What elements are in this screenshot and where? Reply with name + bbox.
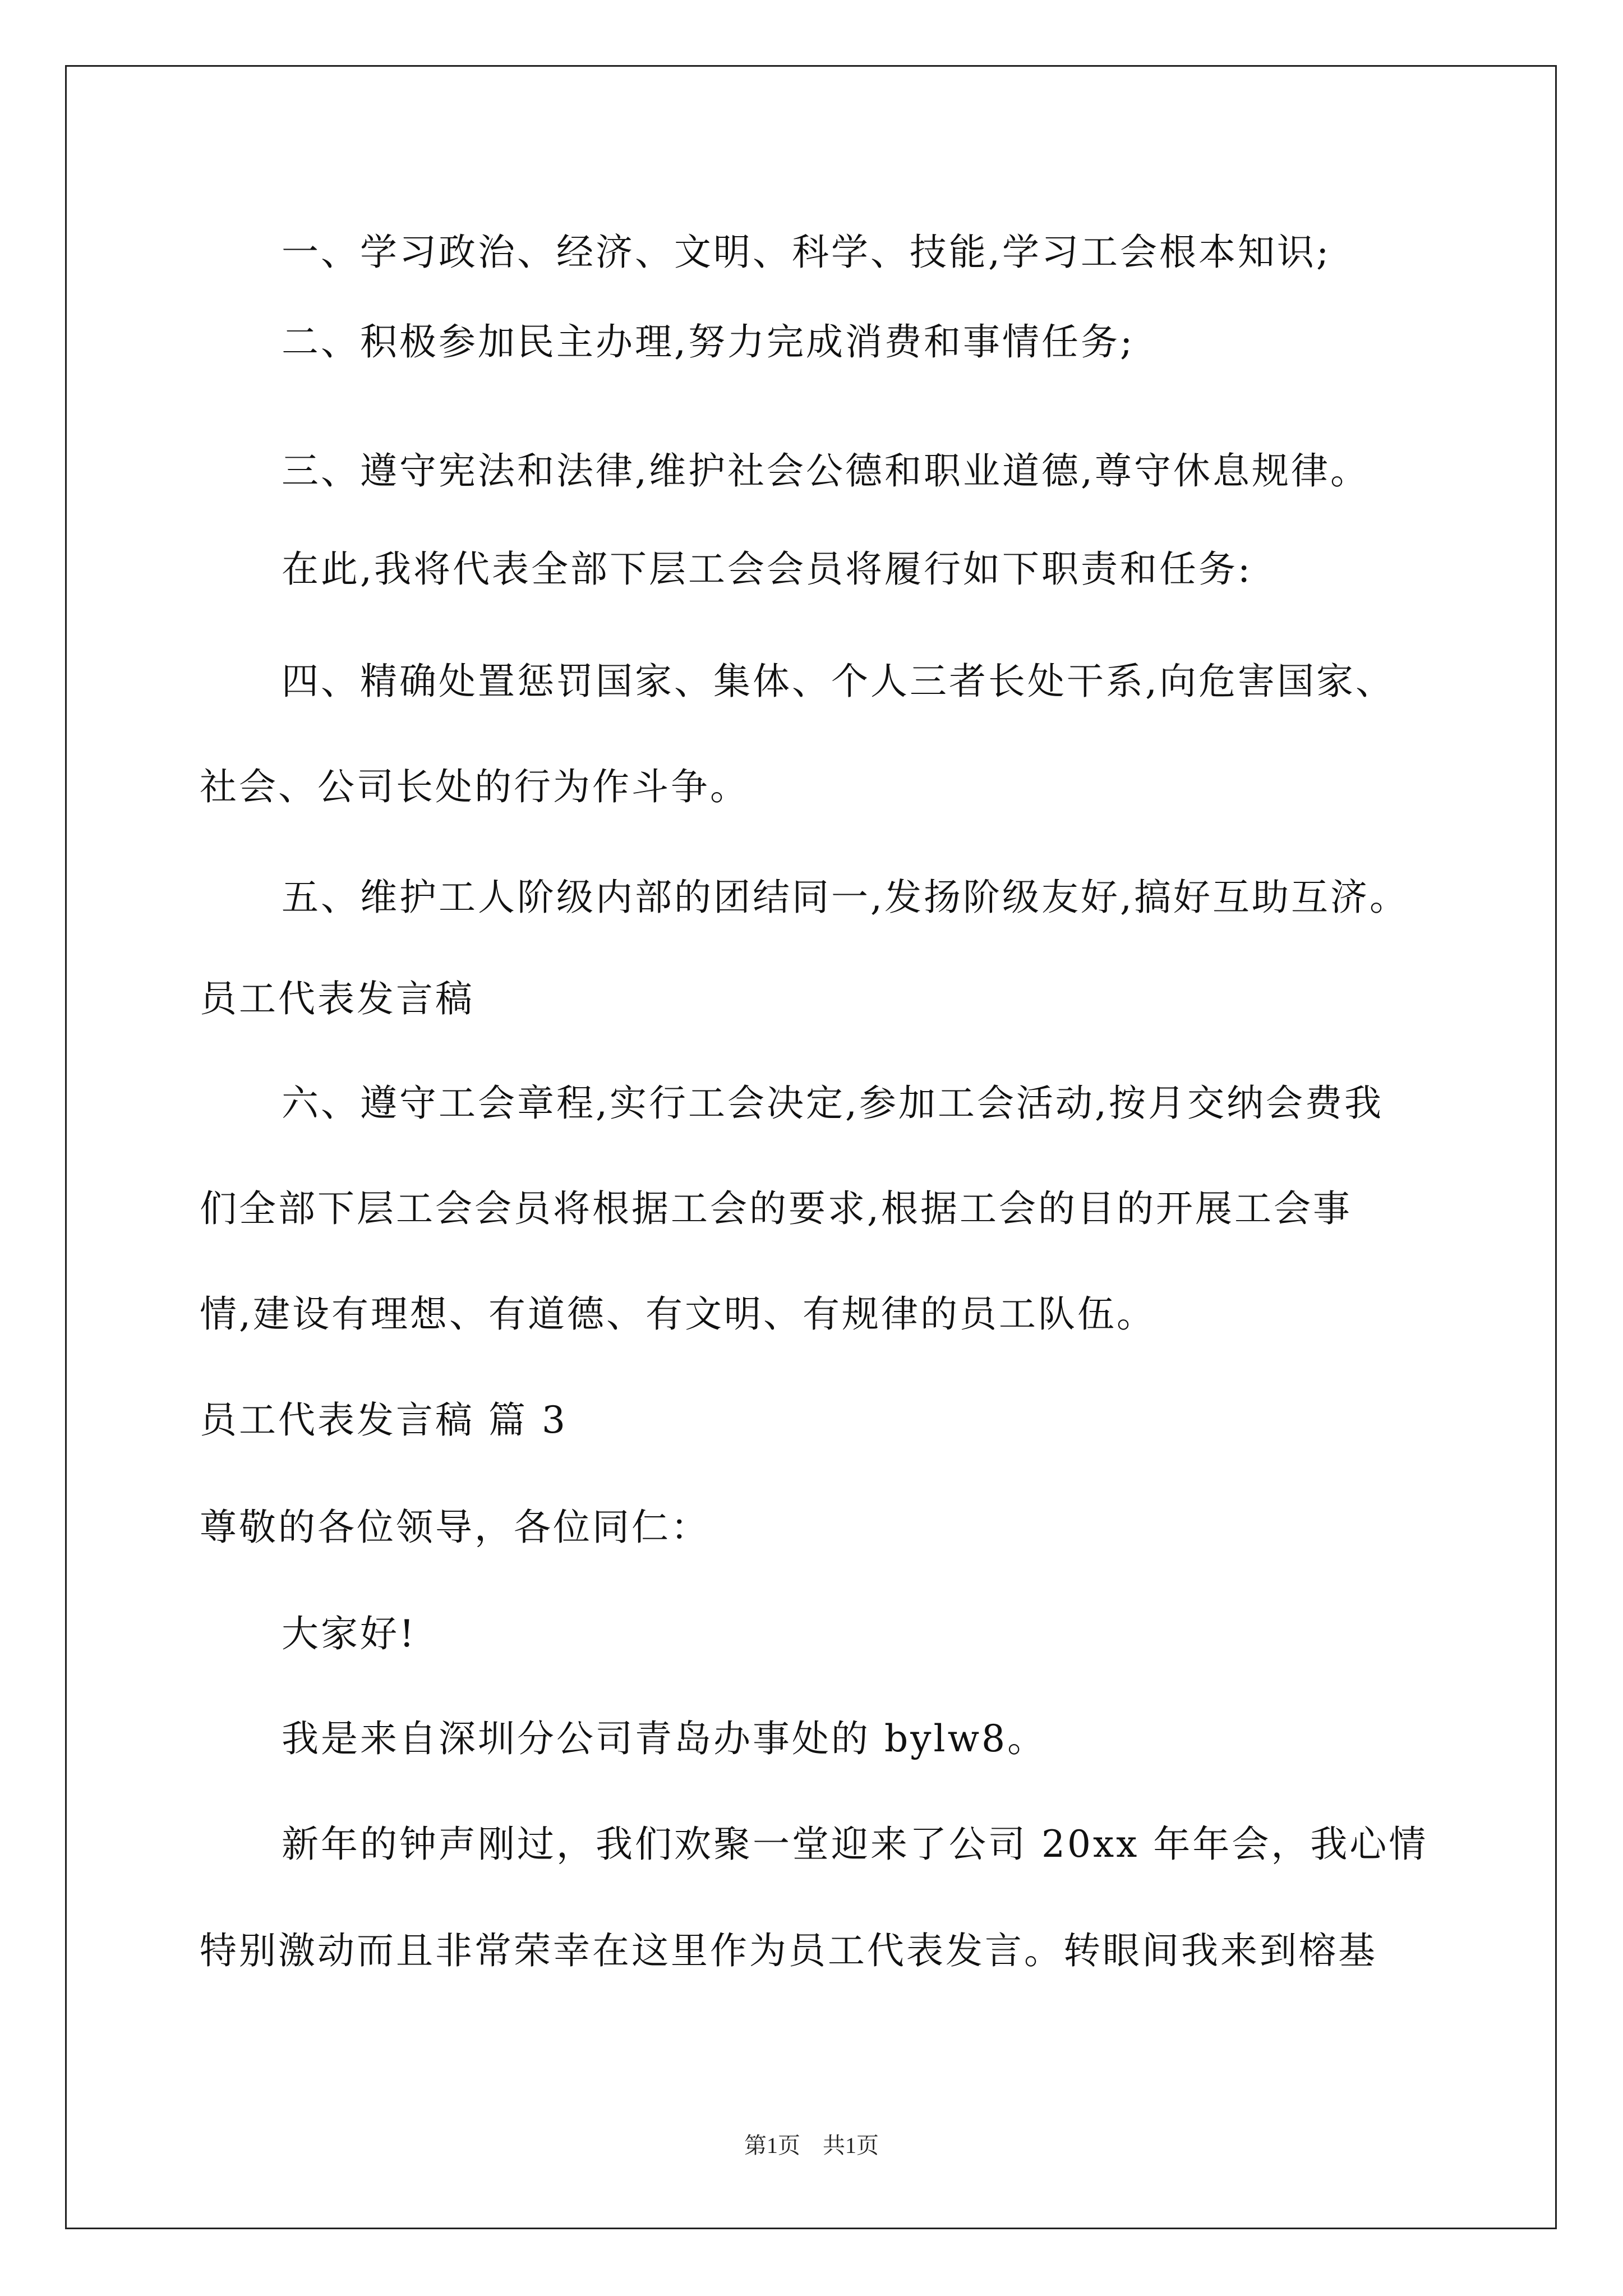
greeting: 大家好! [282, 1612, 417, 1655]
salutation: 尊敬的各位领导，各位同仁： [200, 1506, 710, 1549]
section-heading: 员工代表发言稿 [200, 977, 474, 1020]
paragraph-line-10: 们全部下层工会会员将根据工会的要求,根据工会的目的开展工会事 [200, 1187, 1352, 1230]
paragraph-line-16: 新年的钟声刚过，我们欢聚一堂迎来了公司 20xx 年年会，我心情 [282, 1823, 1428, 1866]
page-border [65, 65, 1557, 2229]
paragraph-line-9: 六、遵守工会章程,实行工会决定,参加工会活动,按月交纳会费我 [282, 1082, 1384, 1125]
paragraph-line-2: 二、积极参加民主办理,努力完成消费和事情任务; [282, 320, 1135, 364]
page-footer: 第1页 共1页 [744, 2133, 879, 2158]
paragraph-line-3: 三、遵守宪法和法律,维护社会公德和职业道德,尊守休息规律。 [282, 449, 1370, 493]
paragraph-line-4: 在此,我将代表全部下层工会会员将履行如下职责和任务: [282, 547, 1253, 591]
paragraph-line-15: 我是来自深圳分公司青岛办事处的 bylw8。 [282, 1717, 1047, 1760]
paragraph-line-7: 五、维护工人阶级内部的团结同一,发扬阶级友好,搞好互助互济。 [282, 876, 1409, 919]
paragraph-line-11: 情,建设有理想、有道德、有文明、有规律的员工队伍。 [200, 1292, 1156, 1336]
paragraph-line-6: 社会、公司长处的行为作斗争。 [200, 765, 749, 808]
paragraph-line-17: 特别激动而且非常荣幸在这里作为员工代表发言。转眼间我来到榕基 [200, 1929, 1377, 1972]
paragraph-line-5: 四、精确处置惩罚国家、集体、个人三者长处干系,向危害国家、 [282, 660, 1395, 703]
paragraph-line-1: 一、学习政治、经济、文明、科学、技能,学习工会根本知识; [282, 231, 1331, 274]
section-heading-3: 员工代表发言稿 篇 3 [200, 1398, 568, 1442]
